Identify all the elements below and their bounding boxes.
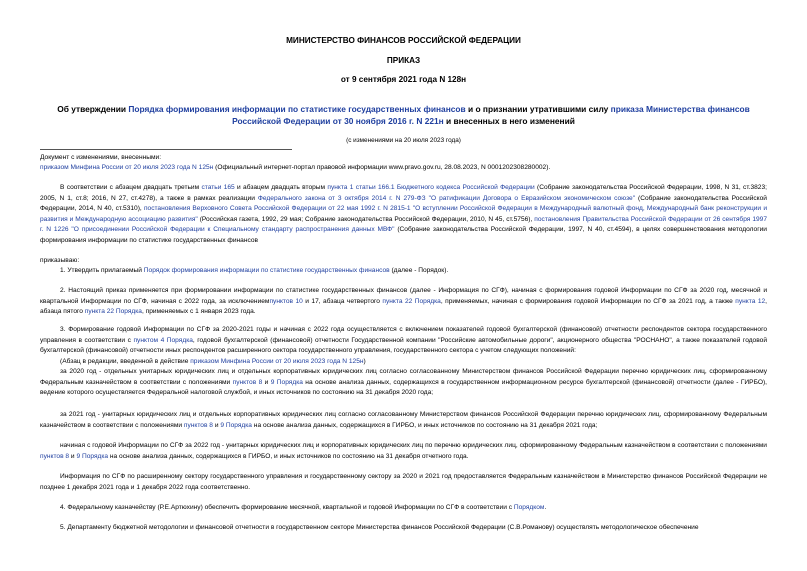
link-article-165[interactable]: статьи 165	[201, 184, 235, 191]
title-text-2: и о признании утратившими силу	[465, 104, 611, 114]
p3-text: 3. Формирование годовой Информации по СГФ за 2020-2021 годы и начиная с 2022 года осуществляется с включением показателей годовой бухгалтерской (финансовой) отчетности респондентов сектора государственного управления в соответствии с	[40, 326, 767, 344]
doc-type-heading: ПРИКАЗ	[386, 56, 421, 65]
link-point-9[interactable]: 9 Порядка	[270, 378, 303, 386]
link-federal-law-279[interactable]: Федерального закона от 3 октября 2014 г. N 279-ФЗ "О ратификации Договора о Евразийском экономическом союзе"	[257, 194, 636, 202]
link-point-22[interactable]: пункта 22 Порядка	[84, 308, 142, 315]
y2020-text: на основе анализа данных, содержащихся в государственном информационном ресурсе бухгалтерской (финансовой) отчетности (далее - ГИРБО), ведение которого осуществляется Федеральной налоговой службой, и иных источников по состоянию на 31 декабря 2020 года;	[40, 378, 767, 396]
ministry-heading: МИНИСТЕРСТВО ФИНАНСОВ РОССИЙСКОЙ ФЕДЕРАЦИИ	[286, 36, 521, 45]
y2021-text: за 2021 год - унитарных юридических лиц и отдельных корпоративных юридических лиц согласно согласованному Министерством финансов Российской Федерации перечню юридических лиц, сформированному Федеральным казначейством в соответствии с положениями	[40, 411, 767, 429]
y2020-text: за 2020 год - отдельных унитарных юридических лиц и отдельных корпоративных юридических лиц согласно согласованному Министерством финансов Российской Федерации перечню юридических лиц, сформированному Федеральным казначейством в соответствии с положениями	[40, 368, 767, 386]
link-budget-code[interactable]: пункта 1 статьи 166.1 Бюджетного кодекса Российской Федерации	[327, 184, 535, 191]
link-point-10[interactable]: пунктов 10	[269, 297, 303, 305]
preamble-text: (Собрание законодательства Российской Федерации, 2014, N 40, ст.5310),	[40, 194, 767, 212]
p1-text: (далее - Порядок).	[389, 267, 449, 274]
link-resolution-2815[interactable]: постановления Верховного Совета Российской Федерации от 22 мая 1992 г. N 2815-1 "О вступлении Российской Федерации в Международный валютный фонд, Международный банк реконструкции и развития и Международную ассоциацию развития"	[40, 205, 767, 223]
y2021-text: на основе анализа данных, содержащихся в ГИРБО, и иных источников по состоянию на 31 декабря 2021 года;	[251, 421, 598, 429]
edition-paragraph	[40, 357, 767, 368]
preamble-text: и абзацем двадцать вторым	[234, 184, 328, 191]
divider	[40, 149, 292, 150]
y2021-text: и	[212, 421, 221, 429]
changes-rest: (Официальный интернет-портал правовой информации www.pravo.gov.ru, 28.08.2023, N 0001202308280002).	[213, 164, 551, 171]
y2020-text: и	[262, 378, 271, 386]
link-point-8[interactable]: пунктов 8	[183, 421, 213, 429]
ed-note-text: (Абзац в редакции, введенной в действие	[60, 358, 191, 365]
changes-label: Документ с изменениями, внесенными:	[40, 154, 162, 161]
p2-text: , применяемых с 1 января 2023 года.	[141, 308, 256, 315]
paragraph-year-2021	[40, 410, 767, 431]
p4-text: .	[544, 504, 547, 511]
changes-line	[40, 163, 767, 174]
info-paragraph: Информация по СГФ по расширенному сектору государственного управления и государственному сектору за 2020 и 2021 год предоставляется Федеральным казначейством в Министерство финансов Российской Федерации не позднее 1 декабря 2021 года и 1 декабря 2022 года соответственно.	[40, 473, 767, 491]
p2-text: , применяемых, начиная с формирования годовой Информации по СГФ за 2021 год, а также	[440, 297, 736, 305]
link-resolution-1226[interactable]: постановления Правительства Российской Федерации от 26 сентября 1997 г. N 1226 "О присоединении Российской Федерации к Специальному стандарту распространения данных МВФ"	[40, 215, 767, 233]
edition-note: (с изменениями на 20 июля 2023 года)	[346, 137, 461, 144]
y2022-text: начиная с годовой Информации по СГФ за 2022 год - унитарных юридических лиц и корпоративных юридических лиц по перечню юридических лиц, сформированному Федеральным казначейством в соответствии с положениями	[60, 442, 767, 449]
y2022-text: и	[69, 452, 77, 460]
title-link-procedure[interactable]: Порядка формирования информации по статистике государственных финансов	[128, 104, 466, 114]
preamble-text: (Российская газета, 1992, 29 мая; Собрание законодательства Российской Федерации, 2010, N 45, ст.5756),	[197, 215, 535, 223]
paragraph-2	[40, 286, 767, 318]
changes-link[interactable]: приказом Минфина России от 20 июля 2023 года N 125н	[40, 164, 214, 171]
date-number-heading: от 9 сентября 2021 года N 128н	[340, 75, 467, 84]
paragraph-4	[40, 503, 767, 514]
order-word: приказываю:	[40, 257, 80, 264]
link-point-8[interactable]: пунктов 8	[232, 378, 263, 386]
ed-note-text: )	[363, 358, 366, 365]
link-point-9[interactable]: 9 Порядка	[220, 421, 252, 429]
title-text-1: Об утверждении	[57, 104, 129, 114]
p4-text: 4. Федеральному казначейству (Р.Е.Артюхину) обеспечить формирование месячной, квартальной и годовой Информации по СГФ в соответствии с	[60, 504, 514, 511]
link-point-8[interactable]: пунктов 8	[40, 452, 70, 460]
link-order-125n[interactable]: приказом Минфина России от 20 июля 2023 года N 125н	[190, 358, 364, 365]
paragraph-3	[40, 325, 767, 357]
link-procedure[interactable]: Порядок формирования информации по статистике государственных финансов	[143, 267, 390, 274]
p2-text: и 17, абзаца четвертого	[302, 297, 383, 305]
p2-text: 2. Настоящий приказ применяется при формировании информации по статистике государственных финансов (далее - Информация по СГФ), начиная с формирования годовой Информации по СГФ за 2020 год, месячной и квартальной Информации по СГФ, начиная с 2022 года, за исключением	[40, 287, 767, 305]
preamble-text: В соответствии с абзацем двадцать третьим	[60, 184, 202, 191]
preamble-text: (Собрание законодательства Российской Федерации, 1997, N 40, ст.4594), в целях совершенствования методологии формирования информации по статистике государственных финансов	[40, 226, 767, 244]
link-procedure[interactable]: Порядком	[513, 504, 545, 511]
link-point-9[interactable]: 9 Порядка	[76, 452, 109, 460]
paragraph-1	[40, 266, 767, 277]
link-point-4[interactable]: пунктом 4 Порядка	[133, 336, 193, 344]
preamble-paragraph	[40, 183, 767, 246]
paragraph-year-2020	[40, 367, 767, 399]
title-link-order-221n[interactable]: приказа Министерства финансов Российской Федерации от 30 ноября 2016 г. N 221н	[232, 104, 750, 126]
preamble-text: (Собрание законодательства Российской Федерации, 1998, N 31, ст.3823; 2005, N 1, ст.8; 2016, N 27, ст.4278), а также в рамках реализации	[40, 184, 767, 202]
document-title	[40, 103, 767, 127]
title-text-3: и внесенных в него изменений	[443, 116, 575, 126]
link-point-22[interactable]: пункта 22 Порядка	[382, 297, 441, 305]
paragraph-5: 5. Департаменту бюджетной методологии и финансовой отчетности в государственном секторе Министерства финансов Российской Федерации (С.В.Романову) осуществлять методологическое обеспечение	[60, 524, 699, 531]
y2022-text: на основе анализа данных, содержащихся в ГИРБО, и иных источников по состоянию на 31 декабря отчетного года.	[108, 452, 469, 460]
link-point-12[interactable]: пункта 12	[735, 297, 766, 305]
p2-text: , абзаца пятого	[40, 297, 768, 315]
p1-text: 1. Утвердить прилагаемый	[60, 267, 144, 274]
p3-text: , годовой бухгалтерской (финансовой) отчетности Государственной компании "Российские автомобильные дороги", акционерного общества "РОСНАНО", а также показателей годовой бухгалтерской (финансовой) отчетности иных респондентов расширенного сектора государственного управления, государственного сектора с учетом следующих положений:	[40, 336, 768, 354]
paragraph-year-2022	[40, 441, 767, 462]
